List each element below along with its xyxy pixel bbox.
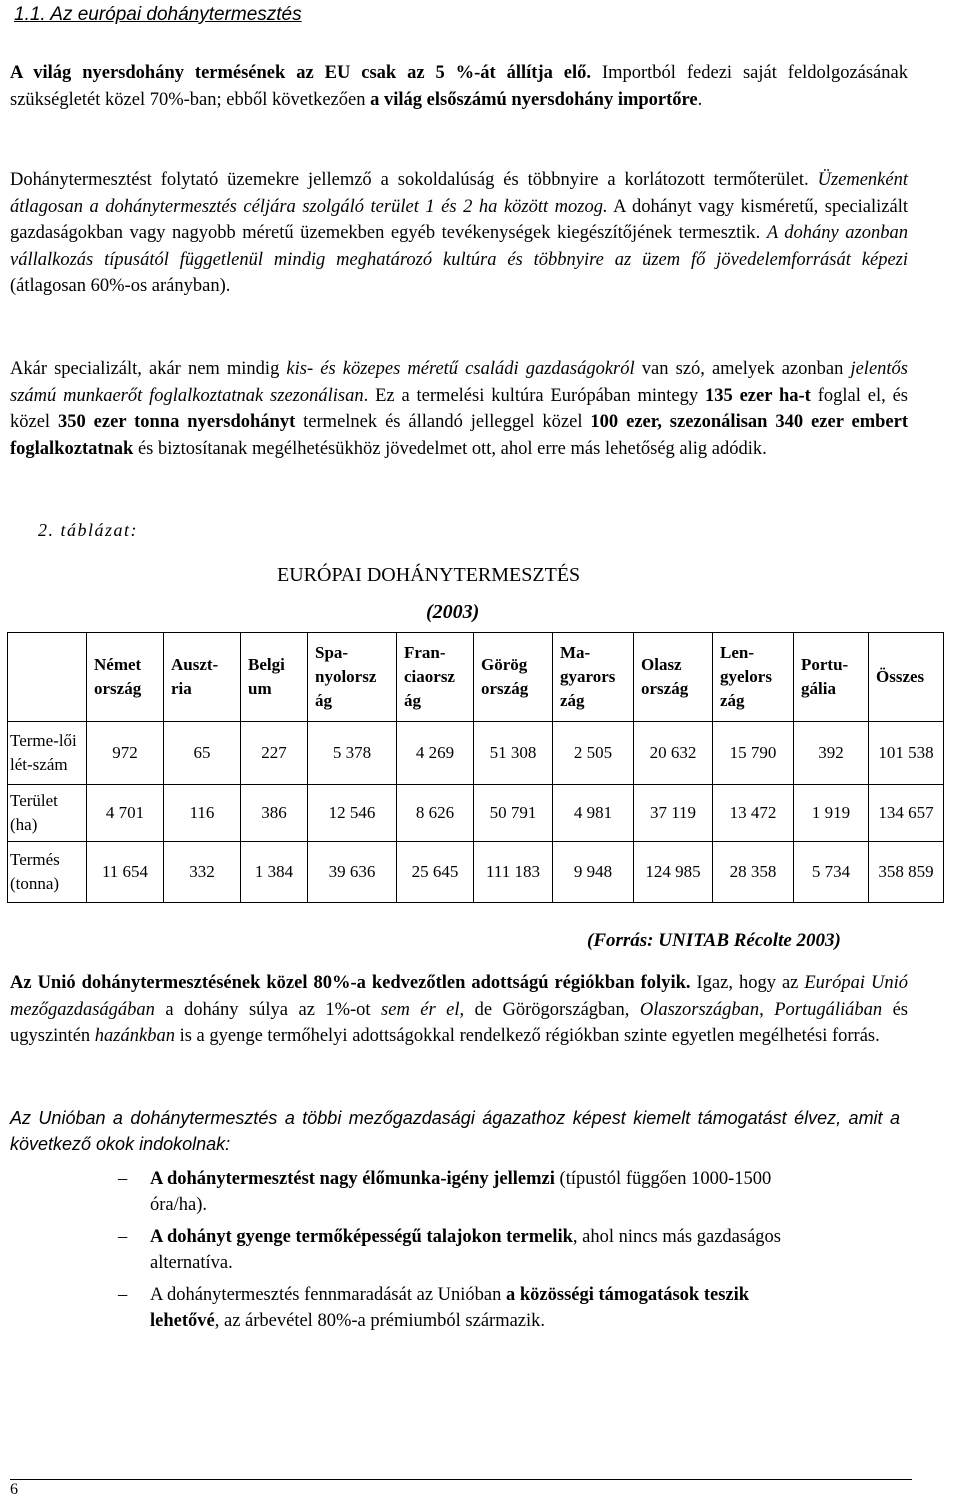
paragraph-3 <box>10 356 908 462</box>
table-cell: 8 626 <box>397 785 474 842</box>
p3-text-6: és biztosítanak megélhetésükhöz jövedelmet ott, ahol erre más lehetőség alig adódik. <box>133 438 767 459</box>
bullet-text: , ahol nincs más gazdaságos alternatíva. <box>150 1227 781 1273</box>
table-cell: 5 378 <box>308 722 397 785</box>
table-cell: 358 859 <box>869 842 944 903</box>
p4-text-3: , de Görögországban, <box>459 999 640 1020</box>
table-caption: 2. táblázat: <box>38 520 139 540</box>
col-header: Auszt-ria <box>164 633 241 722</box>
col-header: Német ország <box>87 633 164 722</box>
bullet-text: (típustól függően 1000-1500 óra/ha). <box>150 1169 772 1215</box>
p4-text-5: is a gyenge termőhelyi adottságokkal rendelkező régiókban szinte egyetlen megélhetési forrás. <box>174 1026 880 1046</box>
table-cell: 227 <box>241 722 308 785</box>
row-label: Termés (tonna) <box>8 842 87 903</box>
table-cell: 386 <box>241 785 308 842</box>
bullet-text: A dohánytermesztés fennmaradását az Unióban <box>150 1285 506 1305</box>
list-item <box>118 1282 798 1334</box>
table-row <box>8 785 944 842</box>
p3-text-5: termelnek és állandó jelleggel közel <box>295 412 591 432</box>
dash-marker: – <box>118 1285 128 1305</box>
p4-italic-2: sem ér el <box>381 999 460 1020</box>
table-year: (2003) <box>426 601 480 623</box>
table-cell: 1 384 <box>241 842 308 903</box>
table-cell: 51 308 <box>474 722 553 785</box>
list-item <box>118 1224 798 1276</box>
paragraph-1 <box>10 60 908 113</box>
p1-bold-1: A világ nyersdohány termésének az EU csak az 5 %-át állítja elő. <box>10 63 592 83</box>
col-header: Összes <box>869 633 944 722</box>
p1-text-1: Importból fedezi saját feldolgozásának szükségletét közel 70%-ban; ebből következően <box>10 63 908 110</box>
p3-bold-3: 100 ezer, szezonálisan 340 ezer embert foglalkoztatnak <box>10 412 908 459</box>
table-cell: 50 791 <box>474 785 553 842</box>
p2-italic-1: Üzemenként átlagosan a dohánytermesztés céljára szolgáló terület 1 és 2 ha között mozog. <box>10 170 908 217</box>
table-cell: 1 919 <box>794 785 869 842</box>
bullet-bold: A dohánytermesztést nagy élőmunka-igény jellemzi <box>150 1169 555 1189</box>
table-title: EURÓPAI DOHÁNYTERMESZTÉS <box>277 564 581 586</box>
p1-text-2: . <box>697 89 703 110</box>
table-cell: 332 <box>164 842 241 903</box>
paragraph-2 <box>10 167 908 300</box>
table-cell: 2 505 <box>553 722 634 785</box>
table-cell: 9 948 <box>553 842 634 903</box>
paragraph-4 <box>10 970 908 1050</box>
p3-text-1: Akár specializált, akár nem mindig <box>10 359 287 379</box>
data-table <box>7 632 944 903</box>
table-cell: 392 <box>794 722 869 785</box>
list-item <box>118 1166 798 1218</box>
bullet-bold: a közösségi támogatások teszik lehetővé <box>150 1285 750 1331</box>
bullet-bold: A dohányt gyenge termőképességű talajokon termelik <box>150 1227 573 1247</box>
table-cell: 4 701 <box>87 785 164 842</box>
bullet-list <box>118 1166 798 1334</box>
p3-bold-2: 350 ezer tonna nyersdohányt <box>58 412 296 432</box>
dash-marker: – <box>118 1169 128 1189</box>
p4-italic-1: Európai Unió mezőgazdaságában <box>10 973 909 1020</box>
col-header: Portu-gália <box>794 633 869 722</box>
p1-bold-2: a világ elsőszámú nyersdohány importőre <box>370 89 698 110</box>
p4-text-2: a dohány súlya az 1%-ot <box>154 999 382 1020</box>
col-header: Olasz ország <box>634 633 713 722</box>
col-header: Ma-gyarors zág <box>553 633 634 722</box>
p3-text-3: . Ez a termelési kultúra Európában mintegy <box>363 385 705 406</box>
p4-bold-1: Az Unió dohánytermesztésének közel 80%-a kedvezőtlen adottságú régiókban folyik. <box>10 973 691 993</box>
p3-italic-2: jelentős számú munkaerőt foglalkoztatnak szezonálisan <box>10 359 908 406</box>
table-cell: 65 <box>164 722 241 785</box>
table-cell: 5 734 <box>794 842 869 903</box>
table-cell: 20 632 <box>634 722 713 785</box>
table-cell: 101 538 <box>869 722 944 785</box>
table-row <box>8 842 944 903</box>
p3-italic-1: kis- és közepes méretű családi gazdaságokról <box>286 359 635 379</box>
table-cell: 37 119 <box>634 785 713 842</box>
p3-text-2: van szó, amelyek azonban <box>634 359 851 379</box>
table-header-row <box>8 633 944 722</box>
page-number: 6 <box>10 1481 18 1498</box>
p4-italic-3: Olaszországban, Portugáliában <box>639 999 883 1020</box>
table-cell: 972 <box>87 722 164 785</box>
row-label: Terme-lői lét-szám <box>8 722 87 785</box>
p2-text-3: (átlagosan 60%-os arányban). <box>10 276 231 296</box>
table-source: (Forrás: UNITAB Récolte 2003) <box>587 930 841 951</box>
col-header: Len-gyelors zág <box>713 633 794 722</box>
table-cell: 111 183 <box>474 842 553 903</box>
p2-italic-2: A dohány azonban vállalkozás típusától függetlenül mindig meghatározó kultúra és többnyire az üzem fő jövedelemforrását képezi <box>10 223 908 270</box>
table-row <box>8 722 944 785</box>
col-header: Spa-nyolorsz ág <box>308 633 397 722</box>
table-cell: 134 657 <box>869 785 944 842</box>
table-cell: 116 <box>164 785 241 842</box>
p2-text-1: Dohánytermesztést folytató üzemekre jellemző a sokoldalúság és többnyire a korlátozott termőterület. <box>10 170 818 190</box>
p2-text-2: A dohányt vagy kisméretű, specializált gazdaságokban vagy nagyobb méretű üzemekben egyéb tevékenységek kiegészítőjének termesztik. <box>10 196 908 243</box>
bullet-text: , az árbevétel 80%-a prémiumból származik. <box>214 1311 546 1331</box>
table-cell: 4 981 <box>553 785 634 842</box>
paragraph-5: Az Unióban a dohánytermesztés a többi mezőgazdasági ágazathoz képest kiemelt támogatást élvez, amit a következő okok indokolnak: <box>10 1108 900 1154</box>
col-header: Görög ország <box>474 633 553 722</box>
p3-bold-1: 135 ezer ha-t <box>704 385 811 406</box>
col-header: Fran-ciaorsz ág <box>397 633 474 722</box>
row-label: Terület (ha) <box>8 785 87 842</box>
footer-rule <box>10 1479 912 1480</box>
table-cell: 15 790 <box>713 722 794 785</box>
col-header: Belgi um <box>241 633 308 722</box>
table-cell: 11 654 <box>87 842 164 903</box>
table-cell: 4 269 <box>397 722 474 785</box>
p3-text-4: foglal el, és közel <box>10 385 908 432</box>
p4-text-1: Igaz, hogy az <box>690 973 805 993</box>
p4-italic-4: hazánkban <box>94 1026 175 1046</box>
table-cell: 39 636 <box>308 842 397 903</box>
section-heading: 1.1. Az európai dohánytermesztés <box>14 4 302 25</box>
table-cell: 12 546 <box>308 785 397 842</box>
table-cell: 28 358 <box>713 842 794 903</box>
corner-cell <box>8 633 87 722</box>
table-cell: 124 985 <box>634 842 713 903</box>
table-cell: 25 645 <box>397 842 474 903</box>
table-cell: 13 472 <box>713 785 794 842</box>
dash-marker: – <box>118 1227 128 1247</box>
p4-text-4: és ugyszintén <box>10 999 908 1046</box>
